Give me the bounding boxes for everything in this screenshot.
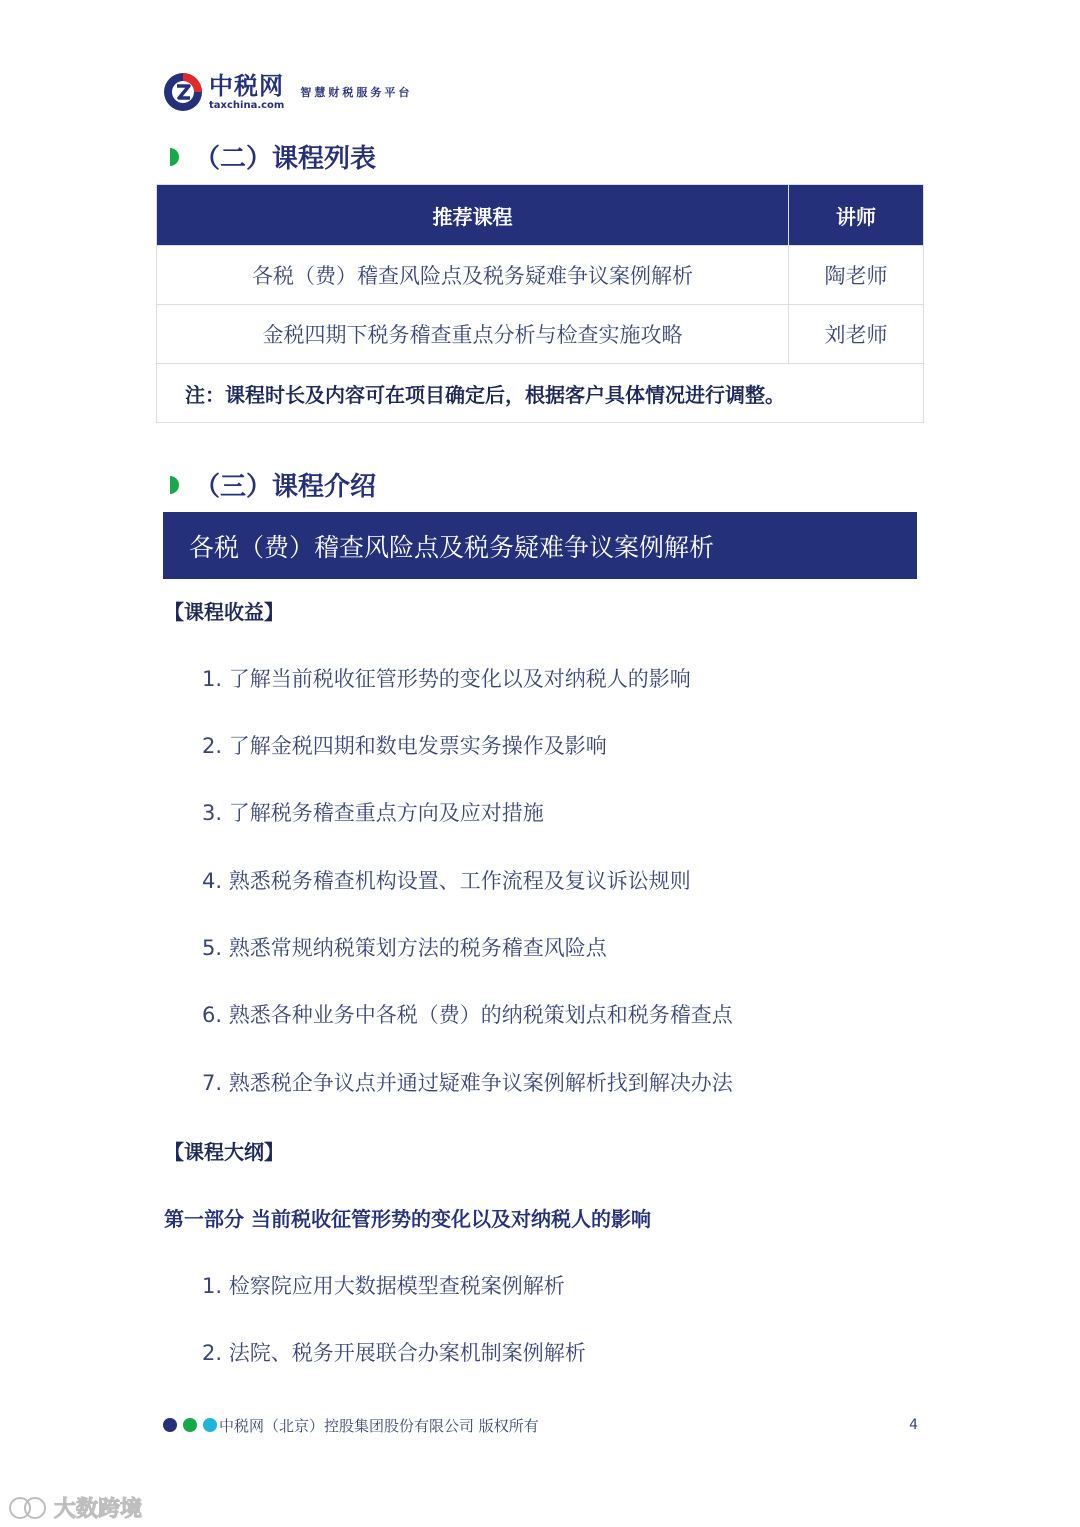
- list-item: 1. 检察院应用大数据模型查税案例解析: [202, 1274, 565, 1298]
- table-cell-course: 各税（费）稽查风险点及税务疑难争议案例解析: [157, 246, 789, 305]
- section-heading-course-list: [170, 138, 376, 175]
- table-cell-course: 金税四期下税务稽查重点分析与检查实施攻略: [157, 305, 789, 364]
- table-cell-lecturer: 陶老师: [789, 246, 924, 305]
- half-circle-bullet-icon: [170, 148, 180, 166]
- section-title: （二）课程列表: [194, 144, 377, 174]
- table-header-row: [157, 185, 924, 246]
- list-item: 7. 熟悉税企争议点并通过疑难争议案例解析找到解决办法: [202, 1071, 733, 1095]
- course-title-banner: [163, 512, 917, 579]
- table-header-lecturer: 讲师: [789, 185, 924, 246]
- list-item: 3. 了解税务稽查重点方向及应对措施: [202, 801, 544, 825]
- logo-slogan: 智慧财税服务平台: [300, 86, 413, 99]
- logo-name: 中税网: [209, 71, 284, 100]
- navy-dot-icon: [163, 1418, 177, 1432]
- table-cell-lecturer: 刘老师: [789, 305, 924, 364]
- course-table: [156, 184, 924, 423]
- list-item: 5. 熟悉常规纳税策划方法的税务稽查风险点: [202, 936, 607, 960]
- outline-part-title: 第一部分 当前税收征管形势的变化以及对纳税人的影响: [164, 1207, 651, 1231]
- logo-domain: taxchina.com: [209, 99, 285, 111]
- page-number: 4: [909, 1417, 918, 1433]
- watermark-text: 大数跨境: [54, 1497, 143, 1522]
- list-item: 6. 熟悉各种业务中各税（费）的纳税策划点和税务稽查点: [202, 1003, 733, 1027]
- banner-title: 各税（费）稽查风险点及税务疑难争议案例解析: [189, 532, 715, 562]
- list-item: 1. 了解当前税收征管形势的变化以及对纳税人的影响: [202, 667, 691, 691]
- section-heading-course-intro: [170, 466, 376, 503]
- benefits-heading: 【课程收益】: [164, 600, 284, 624]
- table-row: [157, 305, 924, 364]
- watermark-logo-icon: [8, 1495, 48, 1521]
- cyan-dot-icon: [203, 1418, 217, 1432]
- green-dot-icon: [183, 1418, 197, 1432]
- company-logo: [163, 70, 412, 114]
- section-title: （三）课程介绍: [194, 472, 377, 502]
- table-note-row: [157, 364, 924, 423]
- list-item: 2. 了解金税四期和数电发票实务操作及影响: [202, 734, 607, 758]
- outline-heading: 【课程大纲】: [164, 1140, 284, 1164]
- table-note: 注：课程时长及内容可在项目确定后，根据客户具体情况进行调整。: [157, 364, 924, 423]
- list-item: 4. 熟悉税务稽查机构设置、工作流程及复议诉讼规则: [202, 869, 691, 893]
- table-header-course: 推荐课程: [157, 185, 789, 246]
- footer-copyright: 中税网（北京）控股集团股份有限公司 版权所有: [219, 1416, 539, 1435]
- table-row: [157, 246, 924, 305]
- watermark: [8, 1492, 142, 1523]
- half-circle-bullet-icon: [170, 476, 180, 494]
- page-footer: [163, 1414, 918, 1436]
- taxchina-logo-icon: [163, 72, 203, 112]
- list-item: 2. 法院、税务开展联合办案机制案例解析: [202, 1341, 586, 1365]
